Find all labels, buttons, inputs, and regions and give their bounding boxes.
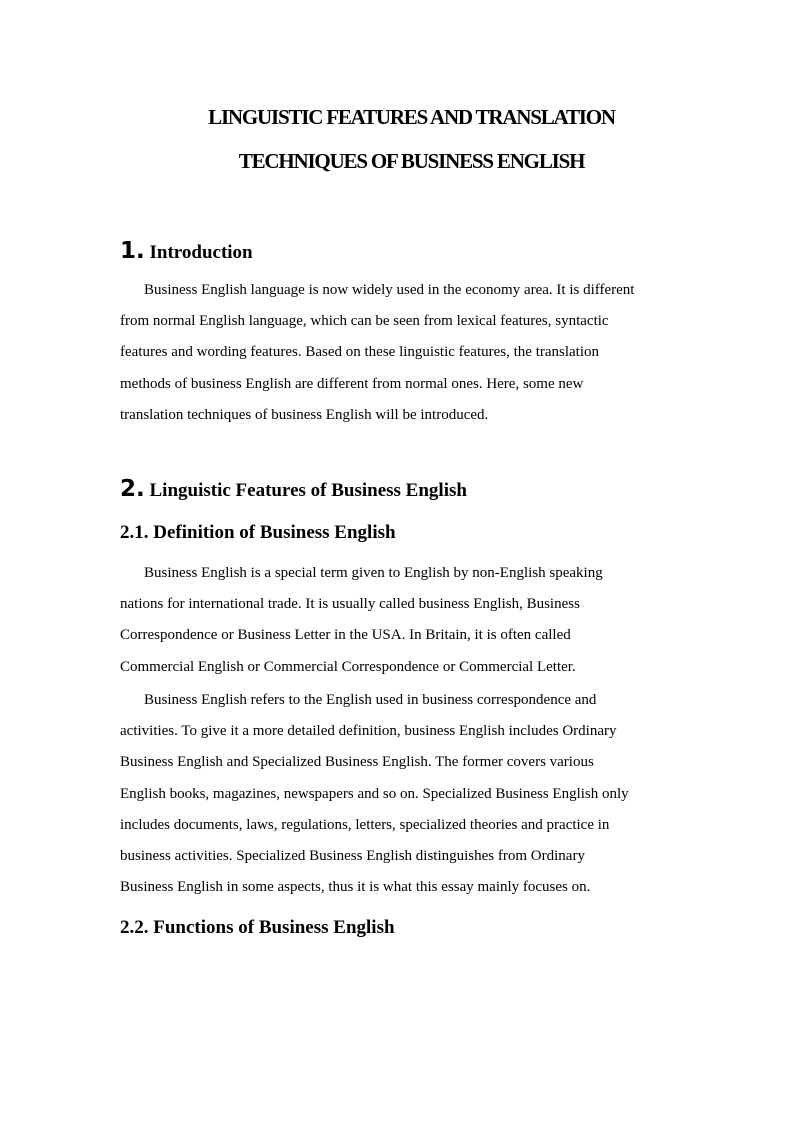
paragraph-line: Business English refers to the English used in business correspondence and bbox=[144, 692, 597, 708]
section-number: 1. bbox=[120, 238, 145, 264]
subsection-heading-definition: 2.1. Definition of Business English bbox=[120, 522, 396, 543]
paragraph-line: activities. To give it a more detailed definition, business English includes Ordinary bbox=[120, 723, 617, 740]
paragraph-line: English books, magazines, newspapers and so on. Specialized Business English only bbox=[120, 785, 629, 802]
paragraph-line: Business English and Specialized Business English. The former covers various bbox=[120, 754, 594, 771]
paragraph-introduction bbox=[120, 280, 680, 436]
document-title-line-1: LINGUISTIC FEATURES AND TRANSLATION bbox=[208, 105, 615, 129]
paragraph-line: Business English in some aspects, thus it is what this essay mainly focuses on. bbox=[120, 879, 591, 896]
paragraph-definition-1 bbox=[120, 563, 680, 688]
paragraph-line: features and wording features. Based on these linguistic features, the translation bbox=[120, 344, 600, 361]
section-number: 2. bbox=[120, 476, 145, 502]
paragraph-line: Business English is a special term given to English by non-English speaking bbox=[144, 565, 603, 581]
paragraph-line: translation techniques of business English will be introduced. bbox=[120, 406, 489, 423]
paragraph-line: Correspondence or Business Letter in the USA. In Britain, it is often called bbox=[120, 627, 571, 644]
section-heading-introduction bbox=[120, 238, 253, 264]
paragraph-definition-2 bbox=[120, 690, 680, 908]
paragraph-line: includes documents, laws, regulations, letters, specialized theories and practice in bbox=[120, 816, 610, 833]
paragraph-line: business activities. Specialized Business English distinguishes from Ordinary bbox=[120, 847, 585, 864]
paragraph-line: Commercial English or Commercial Correspondence or Commercial Letter. bbox=[120, 658, 576, 675]
section-heading-linguistic-features bbox=[120, 476, 467, 502]
section-title: Introduction bbox=[149, 242, 253, 263]
paragraph-line: nations for international trade. It is usually called business English, Business bbox=[120, 596, 580, 613]
paragraph-line: Business English language is now widely used in the economy area. It is different bbox=[144, 282, 635, 298]
section-title: Linguistic Features of Business English bbox=[149, 480, 467, 501]
paragraph-line: methods of business English are different from normal ones. Here, some new bbox=[120, 375, 584, 392]
paragraph-line: from normal English language, which can be seen from lexical features, syntactic bbox=[120, 313, 609, 330]
subsection-heading-functions: 2.2. Functions of Business English bbox=[120, 917, 395, 938]
document-title-line-2: TECHNIQUES OF BUSINESS ENGLISH bbox=[238, 149, 585, 173]
